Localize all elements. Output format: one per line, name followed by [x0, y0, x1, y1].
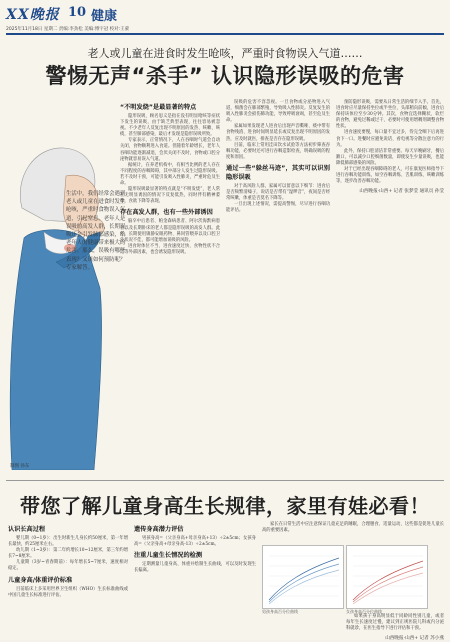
section-heading: 认识长高过程	[8, 526, 46, 533]
paragraph: 此外，保持口腔清洁非常重要。每天早晚刷牙，餐后漱口，可以减少口腔细菌数量，即使发生少量误吸，也能降低肺部感染的风险。	[336, 148, 444, 166]
article-column-1	[120, 100, 220, 472]
paragraph: 一旦出现上述情况，需提高警惕，尽早进行吞咽功能评估。	[226, 202, 330, 214]
growth-chart-girls	[346, 545, 428, 609]
paragraph: 幼儿期（1~3岁）：第二年约增长10~12厘米，第三年约增长7~8厘米。	[8, 548, 128, 560]
section-title: 健康	[91, 9, 118, 24]
article-column-3-continued	[346, 614, 444, 642]
paragraph: 隐形误吸最显著的特点就是“不明发烧”，老人常在无明显诱因的情况下反复低热，同时伴有精神萎靡、食欲下降等表现。	[120, 187, 220, 205]
byline: 山西晚报·山西+ 记者 苏小燕	[385, 636, 444, 642]
article-column-3	[262, 522, 444, 544]
masthead	[6, 4, 444, 34]
paragraph: 目前临床上多采用世界卫生组织（WHO）生长标准曲线或中国儿童生长标准进行评估。	[8, 586, 128, 598]
paragraph: 定期测量儿童身高、体重并绘制生长曲线，可以及时发现生长偏离。	[134, 562, 256, 574]
paragraph: 男孩身高=（父亲身高+母亲身高+13）÷2±5cm；女孩身高=（父亲身高+母亲身高-13）÷2±5cm。	[134, 536, 256, 548]
paragraph: 婴儿期（0~1岁）：出生时新生儿身长约50厘米，第一年增长最快，约25厘米左右。	[8, 536, 128, 548]
growth-chart-boys	[262, 545, 344, 609]
illustration-caption: 生活中，我们经常会遇到老人或儿童在进食时发生呛咳，严重时食物误入气道，引起窒息。老年人是误吸的高发人群，长期误吸还会引发肺部感染，给老年人的健康带来极大的危害。那么，误吸有哪些表现？又该如何预防呢？专家解答。	[66, 191, 126, 271]
paragraph: 目前，临床上常用洼田饮水试验等方法初步筛查吞咽功能，必要时还可进行吞咽造影检查，明确误吸的程度和原因。	[226, 142, 330, 160]
paragraph: 脑卒中后患者、帕金森病患者、阿尔茨海默病患者以及长期卧床的老人都是隐形误吸的高发人群。此外，长期使用镇静安眠药物、鼻饲管喂养以及口腔卫生状况不佳，都可能增加误吸的风险。	[120, 219, 220, 243]
paragraph: 对于已经出现吞咽障碍的老人，可在康复医师指导下进行吞咽功能训练，如空吞咽训练、舌肌训练、咳嗽训练等，逐步改善吞咽功能。	[336, 167, 444, 185]
article-headline: 警惕无声“杀手” 认识隐形误吸的危害	[45, 64, 405, 88]
paragraph: 家长在日常生活中应注意保证儿童充足的睡眠，合理膳食、适量运动，这些都是促进儿童长高的重要因素。	[262, 522, 444, 534]
chart-caption: 女孩身高百分位曲线	[346, 609, 382, 614]
section-heading: 遗传身高潜力评估	[134, 526, 184, 533]
article-column-1	[8, 522, 128, 637]
article-column-3	[336, 100, 444, 472]
section-heading: 注重儿童生长情况的检测	[134, 552, 203, 560]
article-column-2	[134, 522, 256, 637]
newspaper-logo: XX晚报	[6, 7, 60, 23]
issue-meta: 2025年11月18日 星期二 责编:李劲松 美编:傅宇冠 校对:王蒙	[6, 27, 130, 32]
paragraph: 进食时体位不当、进食速度过快、食物性状不合适等外部因素，也会诱发隐形误吸。	[120, 243, 220, 255]
article-divider	[6, 480, 444, 481]
article-subheadline: 老人或儿童在进食时发生呛咳，严重时食物误入气道……	[87, 47, 363, 60]
paragraph: 预防隐形误吸，需要从日常生活的细节入手。首先，进食时应尽量保持坐位或半坐位，头部稍向前倾，进食后保持该体位至少30分钟。其次，食物宜选择糊状、软烂的食物，避免过稀或过干，必要时可使用增稠剂调整食物性状。	[336, 100, 444, 130]
section-heading: 存在高发人群，也有一些外部诱因	[120, 209, 213, 217]
article-column-2	[226, 100, 330, 472]
section-heading: 儿童身高/体重评价标准	[8, 576, 73, 584]
chart-caption: 男孩身高百分位曲线	[262, 609, 298, 614]
paragraph: 隐形误吸，顾名思义是指在没有明显呛咳等症状下发生的误吸，由于缺乏典型表现，往往容易被忽视。不少老年人反复出现不明原因的发热、咳嗽、咳痰，甚至肺部感染，最后才发现是隐形误吸所致。	[120, 114, 220, 138]
paragraph: 儿童期（3岁~青春期前）：每年增长5~7厘米，速度相对稳定。	[8, 560, 128, 572]
paragraph: 进食速度要慢，每口量不宜过多，待完全咽下后再进食下一口。进餐时应避免说话、看电视等分散注意力的行为。	[336, 130, 444, 148]
paragraph: 如果孩子身高明显低于同龄同性别儿童，或者每年生长速度过慢，建议到正规医院儿科或内分泌科就诊，在医生指导下进行评估和干预。	[346, 614, 444, 632]
paragraph: 误吸的危害不容忽视。一旦食物或分泌物进入气道，细菌会在肺部繁殖，导致吸入性肺炎。反复发生的吸入性肺炎会损伤肺功能，导致呼吸衰竭，甚至危及生命。	[226, 100, 330, 124]
section-heading: “不明发烧”是最显著的特点	[120, 104, 197, 111]
illustration-credit: 制图 孙东	[10, 464, 30, 469]
paragraph: 家属如果发现老人进食后出现声音嘶哑、痰中带有食物残渣、进食时间明显延长或反复出现不明原因的发热，应及时就医，排查是否存在隐形误吸。	[226, 124, 330, 142]
paragraph: 据统计，在养老机构中，有相当比例的老人存在不同程度的吞咽障碍，其中部分人发生过隐形误吸。若不及时干预，可能引发吸入性肺炎，严重时危及生命。	[120, 162, 220, 187]
byline: 山西晚报·山西+ 记者 张梦莹 通讯员 孙莹	[359, 189, 444, 195]
paragraph: 对于高风险人群，家属可以留意以下细节：进食后是否频繁清嗓子，说话是否带有“湿啰音”，夜间是否经常咳嗽，体重是否莫名下降等。	[226, 183, 330, 202]
paragraph: 专家表示，正常情况下，人在吞咽时气道会自动关闭，食物顺利进入食道。但随着年龄增长，老年人吞咽功能逐渐减退，会厌关闭不及时，食物或口腔分泌物就容易误入气道。	[120, 138, 220, 162]
masthead-rule	[6, 33, 444, 35]
section-heading: 通过一些“躲丝马迹”，其实可以识别隐形误吸	[226, 164, 330, 181]
article-headline: 带您了解儿童身高生长规律，家里有娃必看！	[20, 494, 430, 518]
page-number: 10	[68, 5, 87, 20]
